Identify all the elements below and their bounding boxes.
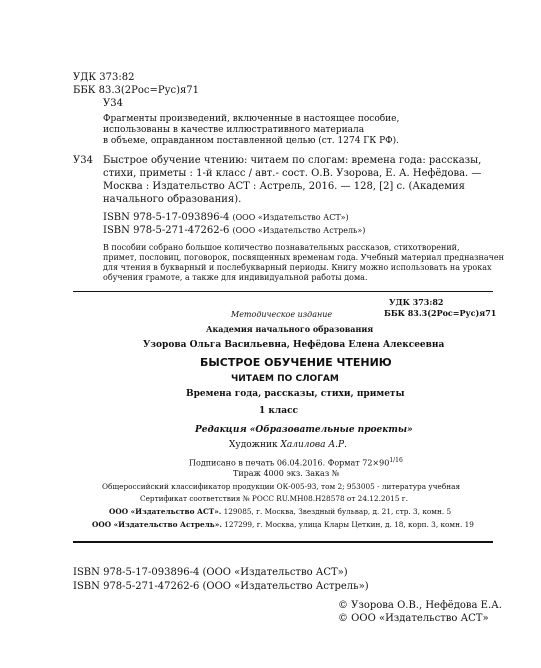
catalog-line: Быстрое обучение чтению: читаем по слогам: времена года: рассказы, xyxy=(103,155,482,166)
authors: Узорова Ольга Васильевна, Нефёдова Елена Алексеевна xyxy=(143,340,445,350)
bbk-code: ББК 83.3(2Рос=Рус)я71 xyxy=(73,85,200,96)
divider xyxy=(73,291,493,292)
grade: 1 класс xyxy=(259,406,299,416)
annotation-line: примет, пословиц, поговорок, посвященных временам года. Учебный материал предназначен xyxy=(103,253,504,262)
book-title: БЫСТРОЕ ОБУЧЕНИЕ ЧТЕНИЮ xyxy=(200,356,392,369)
footer-isbn: ISBN 978-5-271-47262-6 (ООО «Издательство Астрель») xyxy=(73,581,369,592)
catalog-line: стихи, приметы : 1-й класс / авт.- сост. О.В. Узорова, Е. А. Нефёдова. — xyxy=(103,168,482,179)
annotation-line: В пособии собрано большое количество познавательных рассказов, стихотворений, xyxy=(103,243,460,252)
catalog-isbn xyxy=(103,225,365,237)
catalog-line: начального образования). xyxy=(103,194,242,205)
print-date xyxy=(189,456,403,469)
copyright-line: © ООО «Издательство АСТ» xyxy=(338,613,489,624)
colophon-udk: УДК 373:82 xyxy=(389,297,444,307)
isbn-number: ISBN 978-5-271-47262-6 xyxy=(103,225,230,236)
publisher-line xyxy=(109,507,451,516)
notice-line: Фрагменты произведений, включенные в настоящее пособие, xyxy=(103,114,400,124)
editors: Редакция «Образовательные проекты» xyxy=(195,425,413,435)
print-run: Тираж 4000 экз. Заказ № xyxy=(233,469,340,478)
udk-code: УДК 373:82 xyxy=(73,72,135,83)
isbn-publisher: (ООО «Издательство АСТ») xyxy=(232,213,349,222)
notice-line: использованы в качестве иллюстративного материала xyxy=(103,125,365,135)
catalog-line: Москва : Издательство АСТ : Астрель, 2016. — 128, [2] с. (Академия xyxy=(103,181,465,192)
publisher-name: ООО «Издательство АСТ». xyxy=(109,507,222,516)
classifier: Общероссийский классификатор продукции ОК-005-93, том 2; 953005 - литература учебная xyxy=(102,482,461,491)
catalog-isbn xyxy=(103,212,349,224)
artist-label: Художник xyxy=(229,440,278,450)
annotation-line: обучения грамоте, а также для индивидуальной работы дома. xyxy=(103,273,368,282)
annotation-line: для чтения в букварный и послебукварный периоды. Книгу можно использовать на уроках xyxy=(103,263,492,272)
print-date-text: Подписано в печать 06.04.2016. Формат 72×90 xyxy=(189,458,390,468)
notice-line: в объеме, оправданном поставленной целью (ст. 1274 ГК РФ). xyxy=(103,136,399,146)
publisher-name: ООО «Издательство Астрель». xyxy=(92,520,222,529)
copyright-line: © Узорова О.В., Нефёдова Е.А. xyxy=(338,600,502,611)
certificate: Сертификат соответствия № РОСС RU.МН08.Н28578 от 24.12.2015 г. xyxy=(140,494,408,503)
book-description: Времена года, рассказы, стихи, приметы xyxy=(186,389,405,399)
print-fraction: 1/16 xyxy=(389,457,403,464)
artist-name: Халилова А.Р. xyxy=(280,440,347,450)
footer-isbn: ISBN 978-5-17-093896-4 (ООО «Издательство АСТ») xyxy=(73,567,348,578)
artist xyxy=(229,440,347,451)
author-mark: У34 xyxy=(103,98,123,109)
series-name: Академия начального образования xyxy=(206,324,374,334)
edition-type: Методическое издание xyxy=(231,310,333,319)
publisher-address: 129085, г. Москва, Звездный бульвар, д. 21, стр. 3, комн. 5 xyxy=(223,507,452,516)
publisher-address: 127299, г. Москва, улица Клары Цеткин, д. 18, корп. 3, комн. 19 xyxy=(224,520,474,529)
catalog-mark: У34 xyxy=(73,155,93,166)
divider xyxy=(73,541,493,543)
isbn-publisher: (ООО «Издательство Астрель») xyxy=(232,226,366,235)
publisher-line xyxy=(92,520,474,529)
book-subtitle: ЧИТАЕМ ПО СЛОГАМ xyxy=(231,374,339,384)
isbn-number: ISBN 978-5-17-093896-4 xyxy=(103,212,230,223)
colophon-bbk: ББК 83.3(2Рос=Рус)я71 xyxy=(384,308,497,318)
